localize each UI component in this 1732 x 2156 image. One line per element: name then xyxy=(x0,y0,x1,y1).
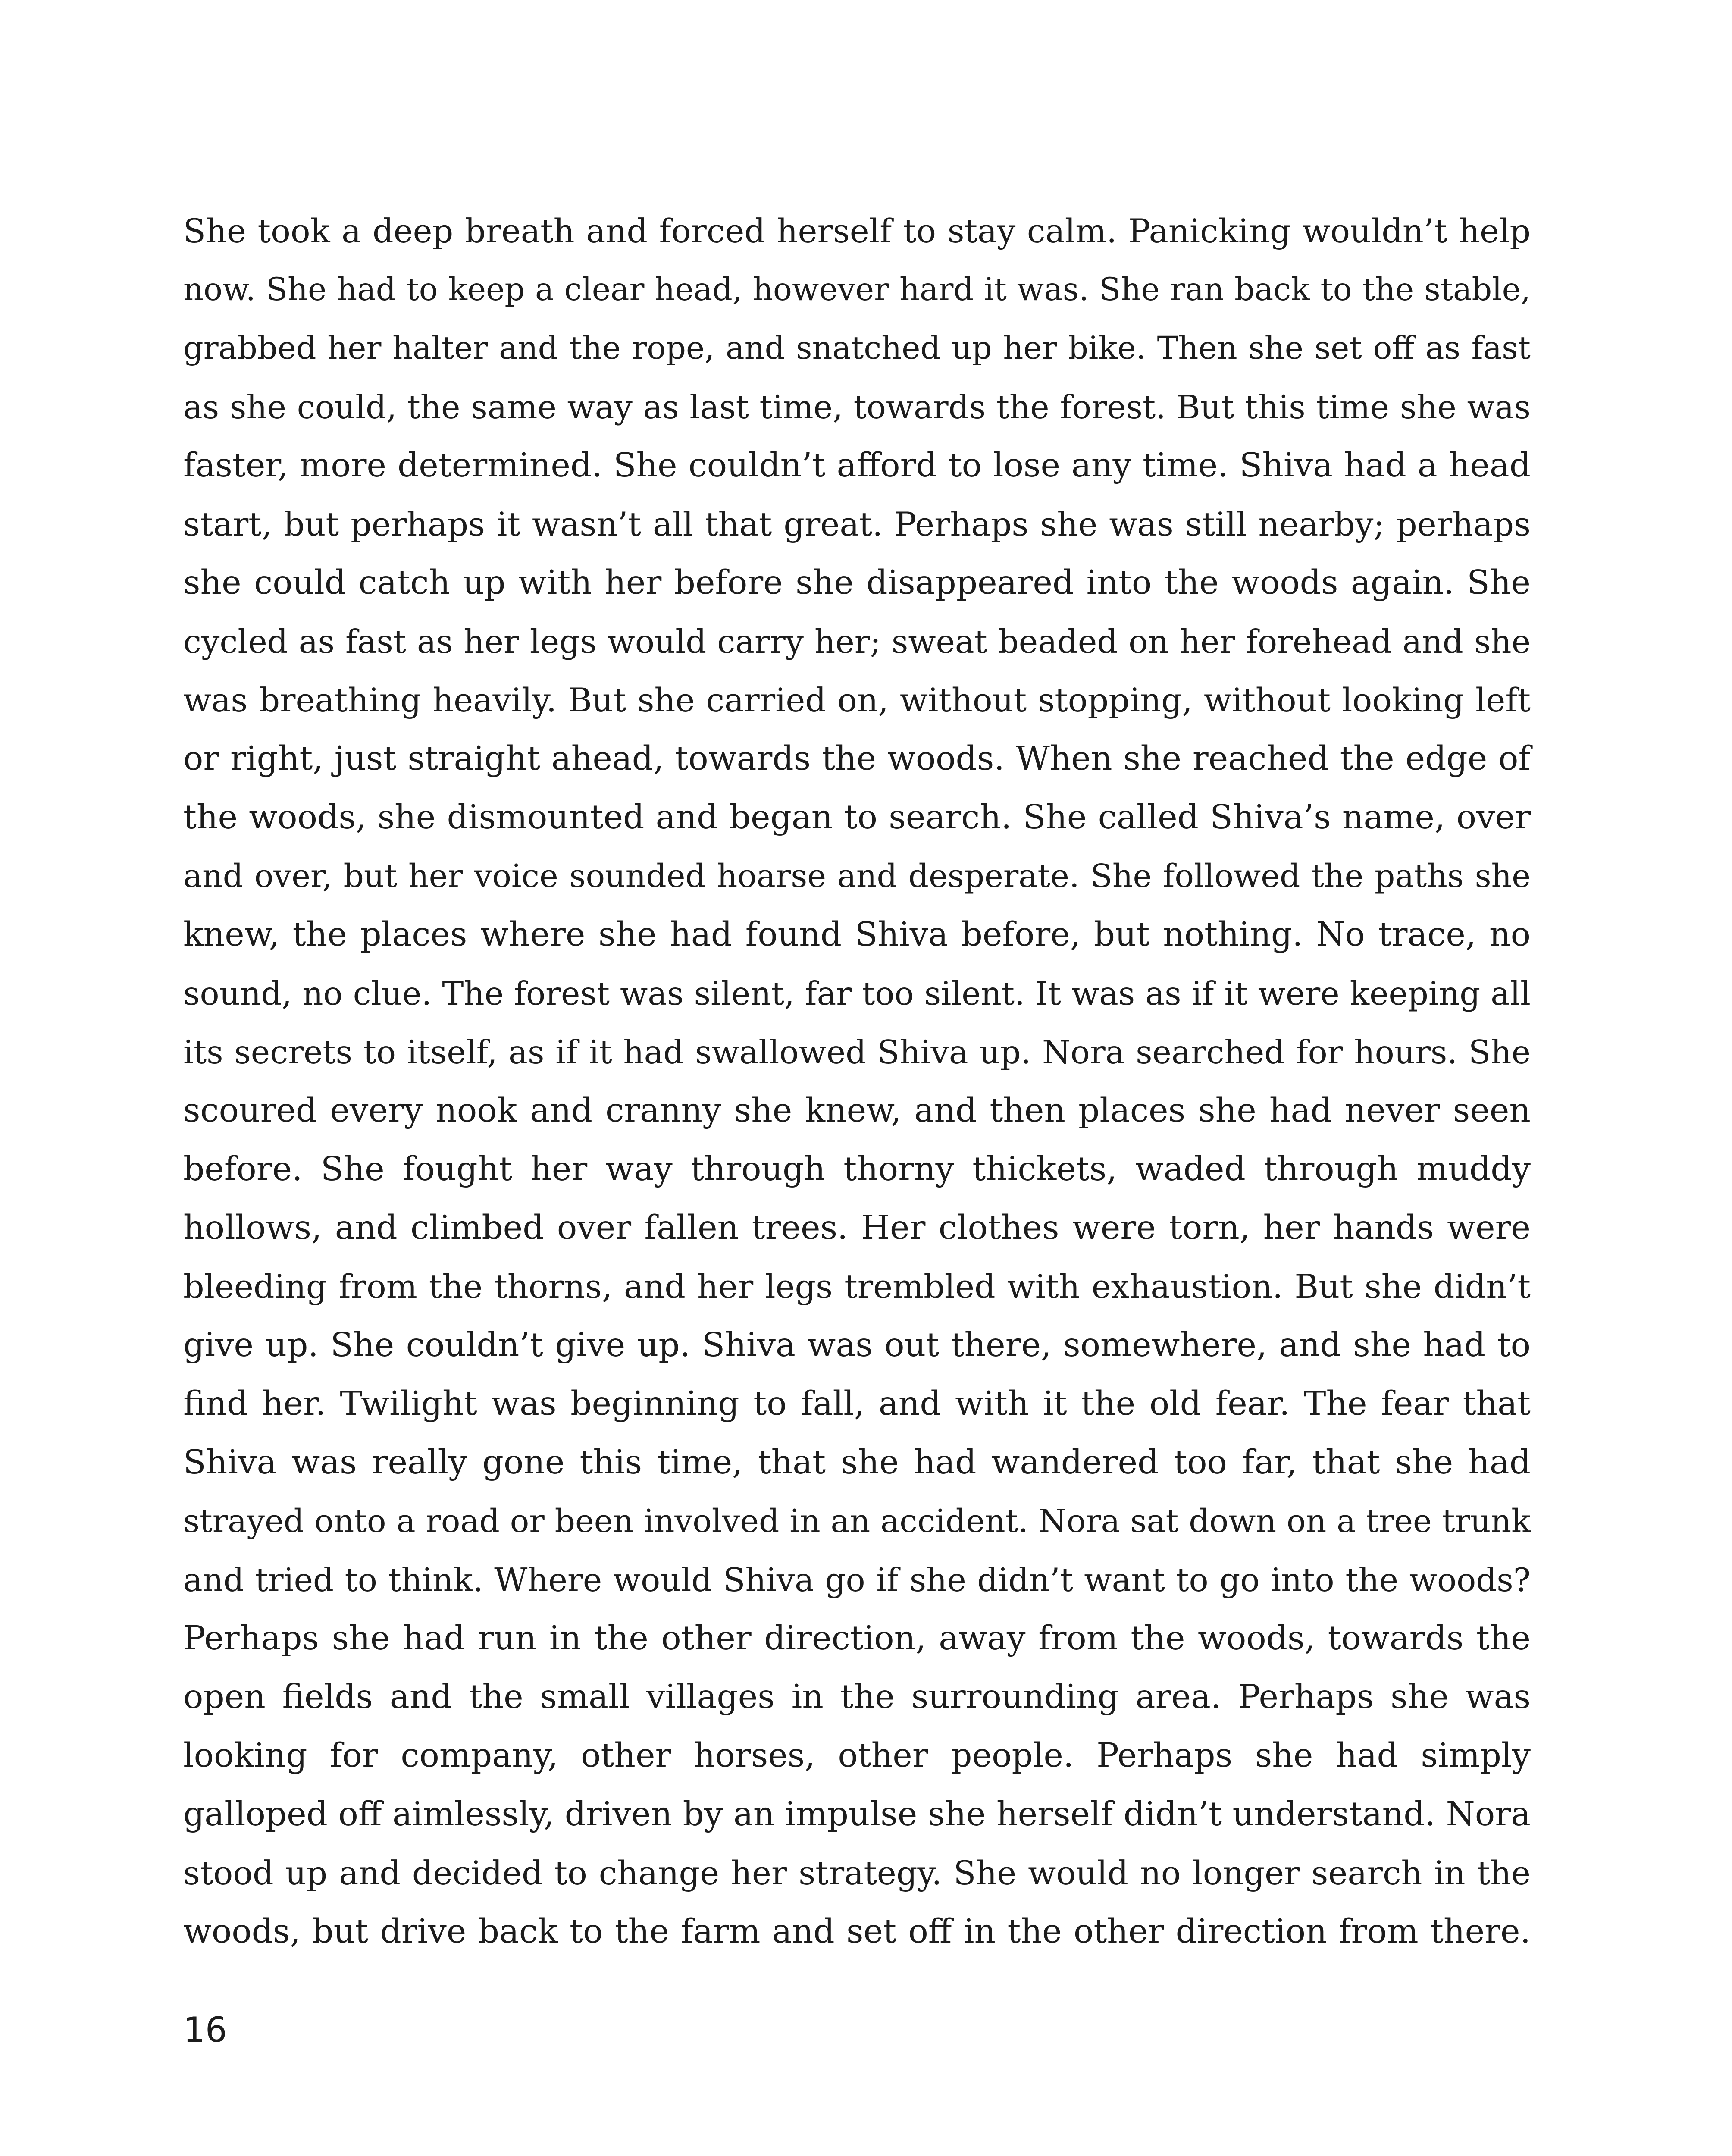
text-line: before. She fought her way through thorny thickets, waded through muddy xyxy=(183,1150,1531,1188)
text-line: find her. Twilight was beginning to fall, and with it the old fear. The fear that xyxy=(183,1385,1531,1423)
text-line: start, but perhaps it wasn’t all that great. Perhaps she was still nearby; perhaps xyxy=(183,505,1531,543)
text-line: grabbed her halter and the rope, and snatched up her bike. Then she set off as fast xyxy=(183,330,1531,367)
text-line: and over, but her voice sounded hoarse and desperate. She followed the paths she xyxy=(183,858,1531,895)
text-line: open fields and the small villages in the surrounding area. Perhaps she was xyxy=(183,1678,1531,1716)
text-line: was breathing heavily. But she carried on, without stopping, without looking left xyxy=(183,681,1531,719)
text-line: Shiva was really gone this time, that she had wandered too far, that she had xyxy=(183,1443,1531,1482)
text-line: sound, no clue. The forest was silent, far too silent. It was as if it were keeping all xyxy=(183,975,1531,1012)
text-line: hollows, and climbed over fallen trees. Her clothes were torn, her hands were xyxy=(183,1209,1531,1247)
text-line: She took a deep breath and forced herself to stay calm. Panicking wouldn’t help xyxy=(183,212,1531,250)
text-line: bleeding from the thorns, and her legs trembled with exhaustion. But she didn’t xyxy=(183,1267,1531,1306)
text-line: galloped off aimlessly, driven by an impulse she herself didn’t understand. Nora xyxy=(183,1795,1531,1833)
text-line: now. She had to keep a clear head, however hard it was. She ran back to the stable, xyxy=(183,271,1531,308)
text-line: faster, more determined. She couldn’t afford to lose any time. Shiva had a head xyxy=(183,446,1531,485)
text-line: Perhaps she had run in the other direction, away from the woods, towards the xyxy=(183,1619,1531,1658)
text-line: as she could, the same way as last time, towards the forest. But this time she was xyxy=(183,388,1531,426)
text-line: its secrets to itself, as if it had swallowed Shiva up. Nora searched for hours. She xyxy=(183,1033,1531,1071)
body-paragraph xyxy=(183,202,1531,1961)
text-line: the woods, she dismounted and began to search. She called Shiva’s name, over xyxy=(183,798,1531,837)
text-line: knew, the places where she had found Shiva before, but nothing. No trace, no xyxy=(183,915,1531,954)
text-line: scoured every nook and cranny she knew, and then places she had never seen xyxy=(183,1091,1531,1130)
text-line: she could catch up with her before she disappeared into the woods again. She xyxy=(183,564,1531,602)
text-line: and tried to think. Where would Shiva go if she didn’t want to go into the woods? xyxy=(183,1561,1531,1599)
text-line: stood up and decided to change her strategy. She would no longer search in the xyxy=(183,1854,1531,1892)
text-line: or right, just straight ahead, towards the woods. When she reached the edge of xyxy=(183,740,1531,778)
text-line: strayed onto a road or been involved in an accident. Nora sat down on a tree trunk xyxy=(183,1503,1531,1540)
page-number: 16 xyxy=(183,2010,227,2050)
text-line: looking for company, other horses, other people. Perhaps she had simply xyxy=(183,1736,1531,1775)
text-line: give up. She couldn’t give up. Shiva was out there, somewhere, and she had to xyxy=(183,1326,1531,1364)
text-line: cycled as fast as her legs would carry her; sweat beaded on her forehead and she xyxy=(183,623,1531,661)
text-line: woods, but drive back to the farm and set off in the other direction from there. xyxy=(183,1912,1531,1951)
